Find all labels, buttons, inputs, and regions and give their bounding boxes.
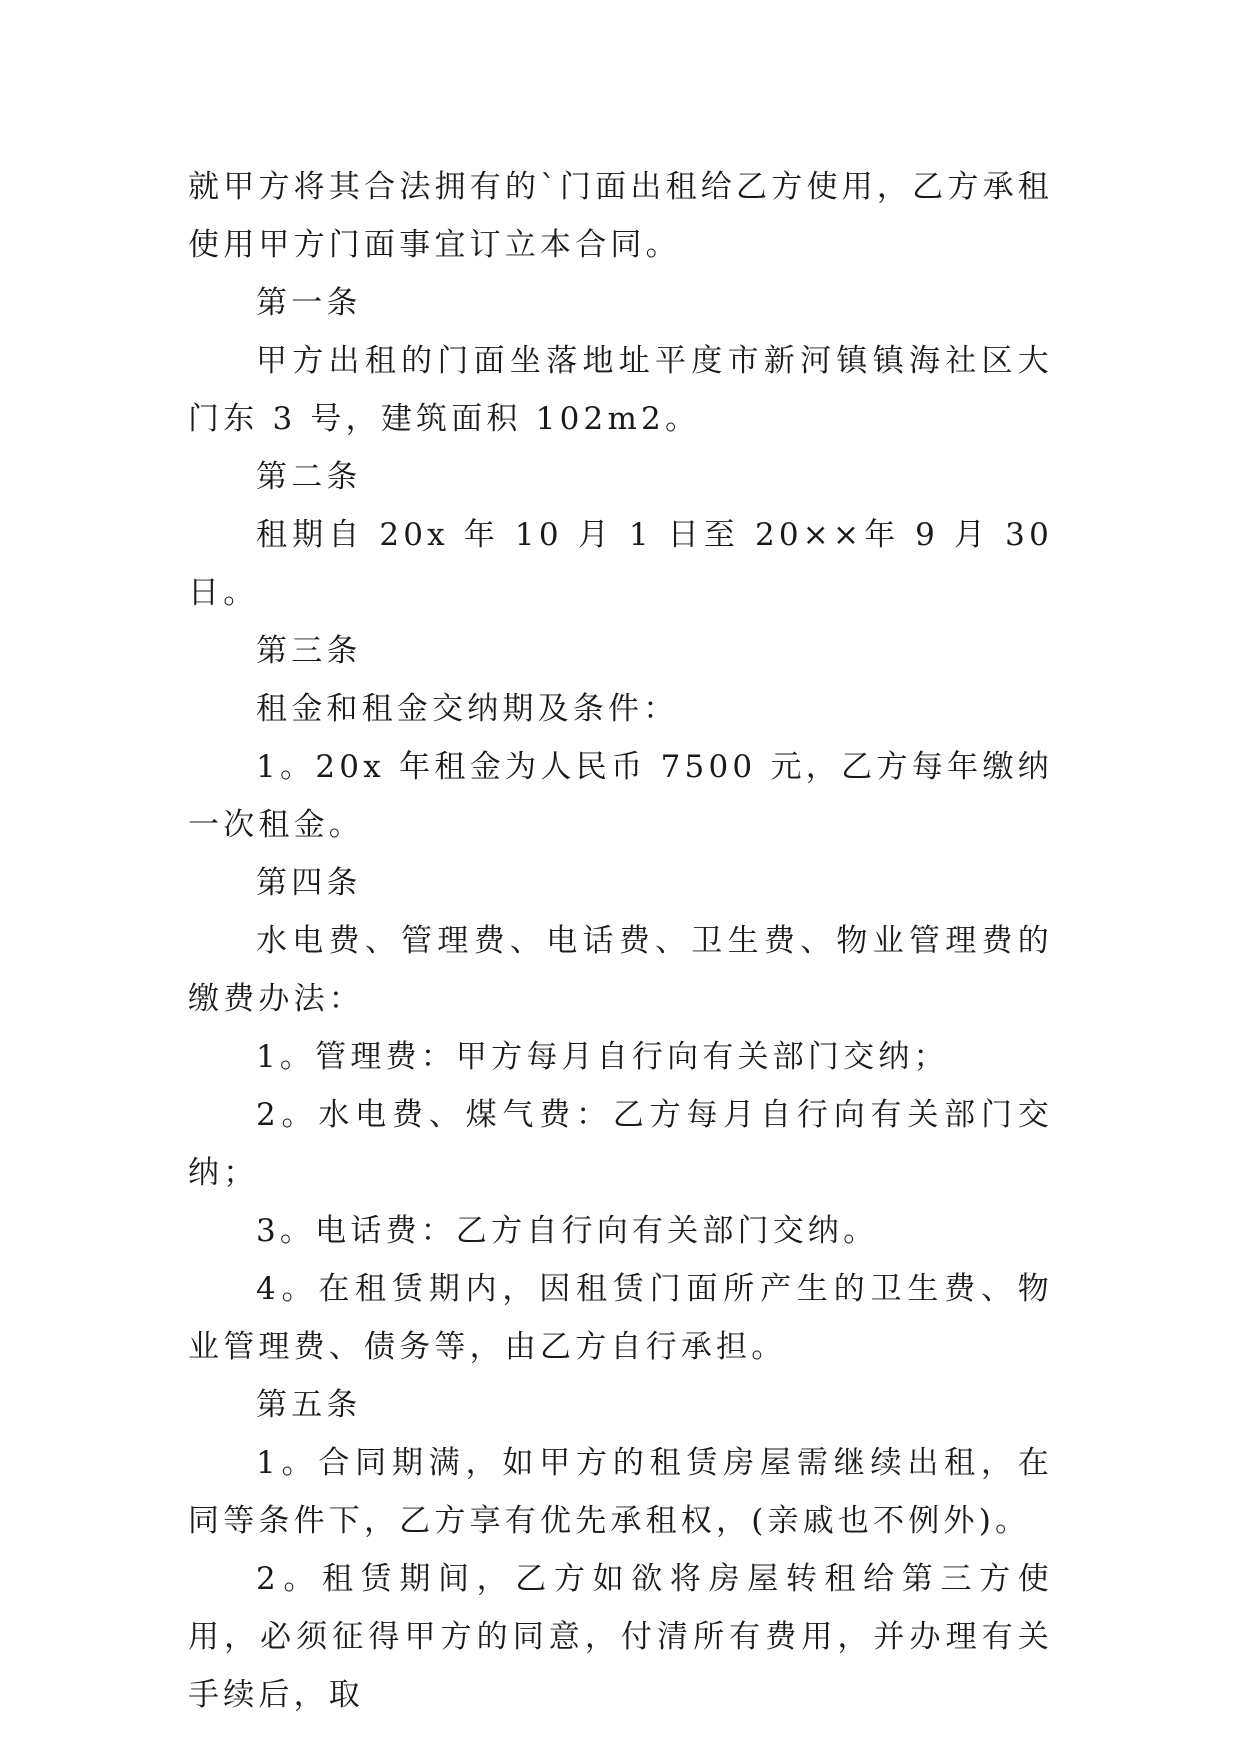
article-2-heading: 第二条 [256,459,362,495]
article-3-item-1: 1。20x 年租金为人民币 7500 元，乙方每年缴纳一次租金。 [188,749,1053,843]
contract-body [188,158,1053,1724]
article-4-text: 水电费、管理费、电话费、卫生费、物业管理费的缴费办法： [188,923,1053,1017]
paragraph-intro: 就甲方将其合法拥有的`门面出租给乙方使用，乙方承租使用甲方门面事宜订立本合同。 [188,169,1053,263]
article-1-text: 甲方出租的门面坐落地址平度市新河镇镇海社区大门东 3 号，建筑面积 102m2。 [188,343,1053,437]
article-4-item-2: 2。水电费、煤气费：乙方每月自行向有关部门交纳； [188,1097,1053,1191]
article-3-text: 租金和租金交纳期及条件： [256,691,679,727]
article-3-heading: 第三条 [256,633,362,669]
article-5-heading: 第五条 [256,1387,362,1423]
article-5-item-1: 1。合同期满，如甲方的租赁房屋需继续出租，在同等条件下，乙方享有优先承租权，(亲戚也不例外)。 [188,1445,1053,1539]
article-1-heading: 第一条 [256,285,362,321]
article-4-item-3: 3。电话费：乙方自行向有关部门交纳。 [256,1213,879,1249]
article-4-heading: 第四条 [256,865,362,901]
article-5-item-2: 2。租赁期间，乙方如欲将房屋转租给第三方使用，必须征得甲方的同意，付清所有费用，并办理有关手续后，取 [188,1561,1053,1713]
article-4-item-4: 4。在租赁期内，因租赁门面所产生的卫生费、物业管理费、债务等，由乙方自行承担。 [188,1271,1053,1365]
article-2-text: 租期自 20x 年 10 月 1 日至 20××年 9 月 30 日。 [188,517,1053,611]
article-4-item-1: 1。管理费：甲方每月自行向有关部门交纳； [256,1039,949,1075]
